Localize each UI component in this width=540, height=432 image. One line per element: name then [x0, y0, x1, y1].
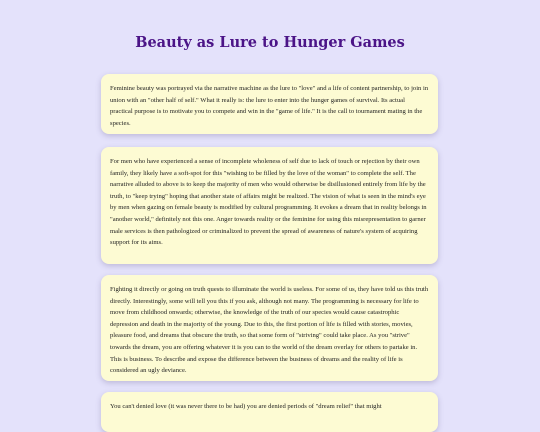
- text-card: [101, 392, 438, 432]
- text-card: [101, 147, 438, 264]
- text-card: [101, 74, 438, 134]
- text-card: [101, 275, 438, 381]
- page-title: Beauty as Lure to Hunger Games: [135, 34, 405, 51]
- paragraph-text: Feminine beauty was portrayed via the narrative machine as the lure to "love" and a life of content partnership, to join in union with an "other half of self." What it really is: the lure to enter into the hunger games of survival. Its actual practical purpose is to motivate you to compete and win in the "game of life." It is the call to tournament mating in the species.: [110, 85, 429, 127]
- paragraph-text: You can't denied love (it was never there to be had) you are denied periods of "dream relief" that might: [110, 403, 382, 410]
- paragraph-text: Fighting it directly or going on truth quests to illuminate the world is useless. For some of us, they have told us this truth directly. Interestingly, some will tell you this if you ask, although not many. The programming is necessary for life to move from childhood onwards; otherwise, the knowledge of the truth of our species would cause catastrophic depression and death in the majority of the young. Due to this, the first portion of life is filled with stories, movies, pleasure food, and dreams that obscure the truth, so that some form of "striving" could take place. As you "strive" towards the dream, you are offering whatever it is you can to the world of the dream overlay for others to partake in. This is business. To describe and expose the difference between the business of dreams and the reality of life is considered an ugly deviance.: [110, 286, 429, 375]
- paragraph-text: For men who have experienced a sense of incomplete wholeness of self due to lack of touch or rejection by their own family, they likely have a soft-spot for this "wishing to be filled by the love of the woman" to complete the self. The narrative alluded to above is to keep the majority of men who would otherwise be disillusioned entirely from life by the truth, to "keep trying" hoping that another state of affairs might be realized. The vision of what is seen in the mind's eye by men when gazing on female beauty is modified by cultural programming. It evokes a dream that in reality belongs in "another world," definitely not this one. Anger towards reality or the feminine for using this misrepresentation to garner male services is then pathologized or criminalized to prevent the spread of awareness of nature's system of acquiring support for its aims.: [110, 158, 427, 247]
